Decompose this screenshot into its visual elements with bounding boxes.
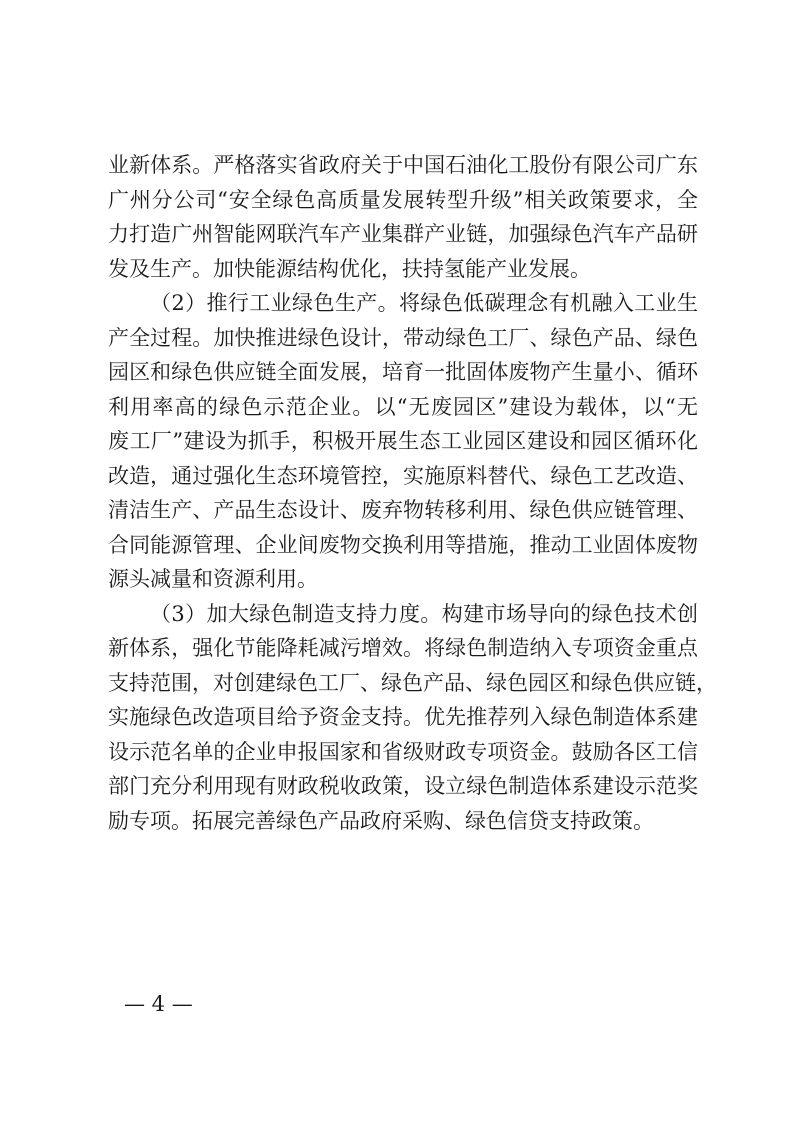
paragraph-1 bbox=[108, 148, 698, 286]
text-line: 实施绿色改造项目给予资金支持。优先推荐列入绿色制造体系建 bbox=[108, 705, 698, 729]
text-line: 合同能源管理、企业间废物交换利用等措施，推动工业固体废物 bbox=[108, 532, 698, 557]
paragraph-3 bbox=[108, 597, 717, 839]
text-line: 设示范名单的企业申报国家和省级财政专项资金。鼓励各区工信 bbox=[108, 739, 698, 764]
text-line: 改造，通过强化生态环境管控，实施原料替代、绿色工艺改造、 bbox=[108, 463, 698, 488]
text-line: 废工厂”建设为抓手，积极开展生态工业园区建设和园区循环化 bbox=[108, 429, 698, 453]
text-line: 源头减量和资源利用。 bbox=[108, 567, 318, 591]
text-line: 支持范围，对创建绿色工厂、绿色产品、绿色园区和绿色供应链， bbox=[108, 670, 717, 695]
text-line: 部门充分利用现有财政税收政策，设立绿色制造体系建设示范奖 bbox=[108, 774, 698, 798]
paragraph-2 bbox=[108, 286, 698, 597]
text-line: 力打造广州智能网联汽车产业集群产业链，加强绿色汽车产品研 bbox=[108, 222, 698, 246]
body-text bbox=[108, 148, 717, 838]
text-line: 新体系，强化节能降耗减污增效。将绿色制造纳入专项资金重点 bbox=[108, 636, 698, 660]
text-line: （3）加大绿色制造支持力度。构建市场导向的绿色技术创 bbox=[150, 601, 698, 626]
text-line: 业新体系。严格落实省政府关于中国石油化工股份有限公司广东 bbox=[108, 153, 698, 177]
text-line: 广州分公司“安全绿色高质量发展转型升级”相关政策要求，全 bbox=[108, 187, 698, 212]
text-line: 励专项。拓展完善绿色产品政府采购、绿色信贷支持政策。 bbox=[108, 808, 654, 833]
text-line: 产全过程。加快推进绿色设计，带动绿色工厂、绿色产品、绿色 bbox=[108, 325, 698, 350]
text-line: 利用率高的绿色示范企业。以“无废园区”建设为载体，以“无 bbox=[108, 394, 698, 419]
text-line: 园区和绿色供应链全面发展，培育一批固体废物产生量小、循环 bbox=[108, 360, 698, 384]
page-number: — 4 — bbox=[124, 992, 193, 1016]
text-line: 发及生产。加快能源结构优化，扶持氢能产业发展。 bbox=[108, 256, 591, 281]
text-line: （2）推行工业绿色生产。将绿色低碳理念有机融入工业生 bbox=[150, 291, 698, 315]
text-line: 清洁生产、产品生态设计、废弃物转移利用、绿色供应链管理、 bbox=[108, 498, 698, 522]
